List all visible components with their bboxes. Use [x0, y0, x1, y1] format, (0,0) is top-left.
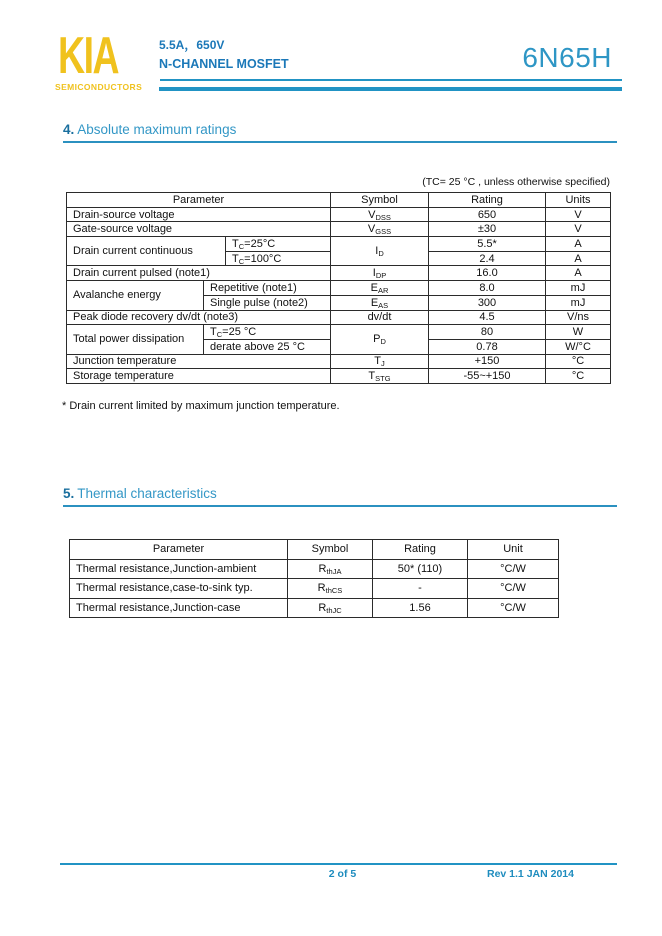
- table-cell: Drain current pulsed (note1): [67, 266, 331, 281]
- section-5-number: 5.: [63, 486, 75, 501]
- table-row: [67, 354, 611, 369]
- table-cell: °C/W: [468, 559, 559, 579]
- part-number: 6N65H: [522, 42, 612, 73]
- table-cell: Thermal resistance,case-to-sink typ.: [70, 579, 288, 599]
- table-cell: +150: [429, 354, 546, 369]
- table-cell: $T_C=100^\circ C$: [226, 251, 331, 266]
- table-cell: Avalanche energy: [67, 281, 204, 310]
- product-type: N-CHANNEL MOSFET: [159, 57, 289, 71]
- table-cell: 1.56: [373, 598, 468, 618]
- footer-rule: [60, 863, 617, 865]
- table-row: [67, 369, 611, 384]
- table-cell: Thermal resistance,Junction-case: [70, 598, 288, 618]
- table-cell: Drain current continuous: [67, 237, 226, 266]
- column-header: Parameter: [70, 540, 288, 560]
- column-header: Rating: [429, 193, 546, 208]
- table-cell: A: [546, 251, 611, 266]
- section-4-title: Absolute maximum ratings: [77, 122, 237, 137]
- table-cell: V: [546, 222, 611, 237]
- section-5-heading: [63, 486, 617, 507]
- column-header: Symbol: [331, 193, 429, 208]
- table-cell: mJ: [546, 281, 611, 296]
- table-row: [67, 193, 611, 208]
- table-cell: 650: [429, 207, 546, 222]
- table-cell: dv/dt: [331, 310, 429, 325]
- column-header: Unit: [468, 540, 559, 560]
- table-cell: 2.4: [429, 251, 546, 266]
- table-cell: V: [546, 207, 611, 222]
- table-cell: $T_J$: [331, 354, 429, 369]
- table-cell: $I_{DP}$: [331, 266, 429, 281]
- page-number: 2 of 5: [328, 868, 357, 880]
- table-cell: Thermal resistance,Junction-ambient: [70, 559, 288, 579]
- table-cell: derate above 25 °C: [204, 339, 331, 354]
- table-cell: Storage temperature: [67, 369, 331, 384]
- table-cell: 16.0: [429, 266, 546, 281]
- table-cell: °C/W: [468, 598, 559, 618]
- table-cell: $V_{GSS}$: [331, 222, 429, 237]
- table-cell: 300: [429, 295, 546, 310]
- table-cell: 5.5*: [429, 237, 546, 252]
- revision-label: Rev 1.1 JAN 2014: [487, 868, 574, 880]
- table-cell: 4.5: [429, 310, 546, 325]
- table-row: [67, 281, 611, 296]
- table-cell: Junction temperature: [67, 354, 331, 369]
- table-cell: $E_{AR}$: [331, 281, 429, 296]
- table-cell: A: [546, 266, 611, 281]
- table-row: [67, 207, 611, 222]
- table-row: [70, 540, 559, 560]
- table-cell: A: [546, 237, 611, 252]
- table-cell: mJ: [546, 295, 611, 310]
- table-row: [70, 559, 559, 579]
- table-cell: 0.78: [429, 339, 546, 354]
- table-row: [67, 222, 611, 237]
- table-cell: 80: [429, 325, 546, 340]
- table-cell: Single pulse (note2): [204, 295, 331, 310]
- table-cell: $T_C=25^\circ C$: [226, 237, 331, 252]
- table-footnote: * Drain current limited by maximum junction temperature.: [62, 400, 340, 412]
- table-cell: Drain-source voltage: [67, 207, 331, 222]
- column-header: Rating: [373, 540, 468, 560]
- kia-logo: KIA: [58, 27, 119, 85]
- table-row: [67, 310, 611, 325]
- product-summary: [159, 36, 289, 74]
- table-row: [67, 325, 611, 340]
- table-cell: °C/W: [468, 579, 559, 599]
- table-cell: $T_C=25$ °C: [204, 325, 331, 340]
- table-cell: $R_{thJA}$: [288, 559, 373, 579]
- table-row: [70, 598, 559, 618]
- header-rule-thin: [160, 79, 622, 81]
- table-row: [67, 237, 611, 252]
- table-cell: °C: [546, 354, 611, 369]
- table-cell: -55~+150: [429, 369, 546, 384]
- absolute-maximum-ratings-table: [66, 192, 611, 384]
- table-cell: °C: [546, 369, 611, 384]
- table-cell: 8.0: [429, 281, 546, 296]
- table-cell: Total power dissipation: [67, 325, 204, 354]
- condition-note: (TC= 25 °C , unless otherwise specified): [422, 176, 610, 188]
- column-header: Units: [546, 193, 611, 208]
- table-cell: W/°C: [546, 339, 611, 354]
- header-rule-thick: [159, 87, 622, 91]
- thermal-characteristics-table: [69, 539, 559, 618]
- section-4-number: 4.: [63, 122, 75, 137]
- table-cell: ±30: [429, 222, 546, 237]
- table-cell: $E_{AS}$: [331, 295, 429, 310]
- table-cell: Peak diode recovery dv/dt (note3): [67, 310, 331, 325]
- table-cell: $R_{thJC}$: [288, 598, 373, 618]
- table-cell: Gate-source voltage: [67, 222, 331, 237]
- product-rating: 5.5A，650V: [159, 38, 225, 52]
- column-header: Symbol: [288, 540, 373, 560]
- table-cell: $R_{thCS}$: [288, 579, 373, 599]
- section-5-title: Thermal characteristics: [77, 486, 217, 501]
- logo-subtext: SEMICONDUCTORS: [55, 82, 143, 92]
- table-row: [70, 579, 559, 599]
- table-cell: Repetitive (note1): [204, 281, 331, 296]
- table-cell: $P_D$: [331, 325, 429, 354]
- table-row: [67, 266, 611, 281]
- table-cell: $I_D$: [331, 237, 429, 266]
- table-cell: -: [373, 579, 468, 599]
- table-cell: V/ns: [546, 310, 611, 325]
- table-cell: 50* (110): [373, 559, 468, 579]
- table-cell: W: [546, 325, 611, 340]
- column-header: Parameter: [67, 193, 331, 208]
- section-4-heading: [63, 122, 617, 143]
- table-cell: $T_{STG}$: [331, 369, 429, 384]
- table-cell: $V_{DSS}$: [331, 207, 429, 222]
